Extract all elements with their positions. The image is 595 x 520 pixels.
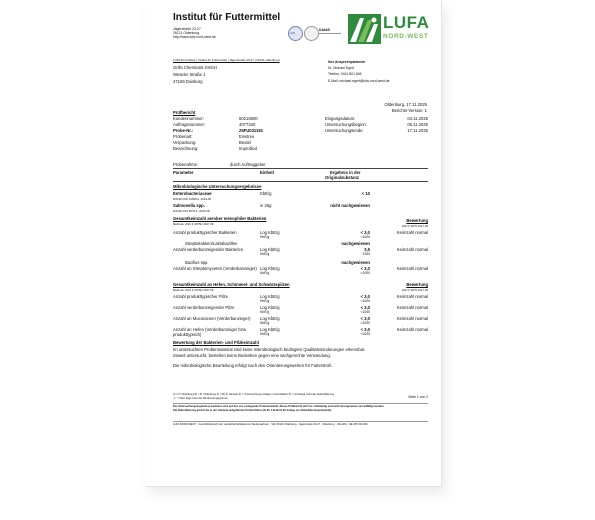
table-row-value: nachgewiesen bbox=[341, 260, 370, 265]
table-row-value: < 3,0 bbox=[360, 266, 370, 271]
salmonella-name: Salmonella spp. bbox=[173, 203, 205, 208]
address-line-3: http://www.lufa-nord-west.de bbox=[173, 35, 216, 39]
contact-phone: Telefon: 0441 801 846 bbox=[328, 72, 362, 76]
table-row-name: Anzahl an Streptomyceten (Verderbanzeiger) bbox=[173, 266, 257, 271]
table-row-unit-2: KbE/g bbox=[260, 321, 270, 325]
lufa-logo-text: LUFA bbox=[383, 13, 430, 32]
info-value: Einstreu bbox=[239, 134, 255, 139]
salmonella-method: DIN EN ISO 6579-1, 2020-08 bbox=[173, 209, 210, 213]
yeast-heading: Gesamtkeimzahl an Hefen, Schimmel- und Schwärzepilzen bbox=[173, 282, 290, 287]
table-row-value-2: <1000 bbox=[360, 271, 370, 275]
aerob-bew-method: ASU F 0075 2017-06 bbox=[401, 224, 428, 228]
info-value: 05.11.2025 bbox=[407, 122, 428, 127]
info-value: 04.11.2025 bbox=[407, 116, 428, 121]
table-row-bewertung: Keimzahl normal bbox=[396, 327, 428, 332]
final-text-1: Im untersuchten Probenmaterial sind keine mikrobiologisch bedingten Qualitätsminderungen erkennbar. bbox=[173, 347, 366, 352]
report-page bbox=[145, 0, 442, 487]
aerob-heading: Gesamtkeimzahl aerober mesophiler Bakterien bbox=[173, 216, 267, 221]
final-heading: Bewertung der Bakterien- und Pilzkeimzahl bbox=[173, 340, 259, 345]
table-row-value-2: <1000 bbox=[360, 321, 370, 325]
info-label: Eingangsdatum: bbox=[325, 116, 356, 121]
table-row-bewertung: Keimzahl normal bbox=[396, 247, 428, 252]
footer-bottom: LUFA NORD-WEST · Geschäftsbereich der Landwirtschaftskammer Niedersachsen · Sitz 26121 Oldenburg · Jägerstraße 23-27 · Oldenburg · USt-IdNr.: DE 245 610 284 bbox=[173, 423, 368, 426]
table-row-unit-2: KbE/g bbox=[260, 271, 270, 275]
yeast-bewertung: Bewertung bbox=[406, 282, 428, 287]
recipient-line-3: 47169 Duisburg bbox=[173, 79, 203, 84]
table-row-value: < 3,0 bbox=[360, 327, 370, 332]
table-row-value-2: <1000 bbox=[360, 235, 370, 239]
info-label: Kundennummer: bbox=[173, 116, 204, 121]
table-row-name: Anzahl produkttypischer Pilze bbox=[173, 294, 228, 299]
address-line-2: 26121 Oldenburg bbox=[173, 31, 200, 35]
table-row-name: Anzahl an Hefen (Verderbanzeiger bzw. produkttypisch) bbox=[173, 327, 247, 337]
yeast-method: Methode: ASU F 0075H 2017 06 bbox=[173, 288, 214, 292]
table-row-unit: Log KbE/g bbox=[260, 316, 280, 321]
footer-legend-2: „/-" = Wert liegt unter der Bestimmungsgrenze bbox=[173, 397, 228, 400]
table-row-name: Bacillus spp. bbox=[185, 260, 209, 265]
table-row-value: < 3,0 bbox=[360, 316, 370, 321]
aerob-method: Methode: ASU F 0075H 2017 06 bbox=[173, 222, 214, 226]
footer-note-1: Die Untersuchungsergebnisse beziehen sich auf das uns vorliegende Probenmaterial. Dieser Prüfbericht darf nur vollständig und nicht auszugsweise vervielfältigt werden. bbox=[173, 405, 385, 408]
contact-heading: Ihre Ansprechpartnerin bbox=[328, 60, 366, 64]
entero-method: DIN EN ISO 21528-2, 2019-05 bbox=[173, 197, 211, 201]
table-row-value-2: <1000 bbox=[360, 332, 370, 336]
table-row-value: 3,5 bbox=[364, 247, 370, 252]
sender-line: LUFA Nord-West | Institut für Futtermittel | Jägerstraße 23-27 | 26121 Oldenburg bbox=[173, 58, 280, 62]
accreditation-seal-icon: IAS bbox=[288, 26, 303, 41]
lufa-logo-icon bbox=[348, 14, 381, 44]
info-label: Untersuchungsbeginn: bbox=[325, 122, 367, 127]
salmonella-unit: in 25g bbox=[260, 203, 272, 208]
table-row-unit-2: KbE/g bbox=[260, 299, 270, 303]
table-row-unit-2: KbE/g bbox=[260, 310, 270, 314]
entero-value: < 10 bbox=[361, 191, 370, 196]
col-unit: Einheit bbox=[260, 170, 274, 175]
table-row-value-2: <1000 bbox=[360, 299, 370, 303]
table-row-value: < 3,0 bbox=[360, 305, 370, 310]
entero-name: Enterobacteriaceae bbox=[173, 191, 212, 196]
info-value: 50215600 bbox=[239, 116, 258, 121]
institute-title: Institut für Futtermittel bbox=[173, 12, 281, 23]
table-top-rule bbox=[173, 168, 428, 169]
info-label: Untersuchungsende: bbox=[325, 128, 364, 133]
final-text-2: Soweit untersucht, bestehen keine Bedenken gegen eine sachgerechte Verwendung. bbox=[173, 353, 331, 358]
table-row-unit: Log KbE/g bbox=[260, 294, 280, 299]
address-line-1: Jägerstraße 23-27 bbox=[173, 27, 201, 31]
recipient-line-1: Grillo Chemicals GmbH bbox=[173, 65, 217, 70]
info-value: 17.11.2025 bbox=[407, 128, 428, 133]
col-result: Ergebnis in der bbox=[330, 170, 361, 175]
col-result-2: Originalsubstanz bbox=[325, 175, 359, 180]
dakks-label: DAkkS bbox=[319, 28, 330, 32]
aerob-bewertung: Bewertung bbox=[406, 218, 428, 223]
info-value: Beutel bbox=[239, 140, 251, 145]
contact-name: Dr. Michael Egert bbox=[328, 66, 355, 70]
info-label: Verpackung: bbox=[173, 140, 197, 145]
contact-email: E-Mail: michael.egert@lufa-nord-west.de bbox=[328, 79, 390, 83]
info-value: 4077340 bbox=[239, 122, 256, 127]
footer-note-2: Die Akkreditierung gilt für die in der Urkunde aufgeführten Prüfverfahren (D-PL-14149-01-00 Anlage zur Akkreditierungsurkunde). bbox=[173, 409, 332, 412]
table-row-bewertung: Keimzahl normal bbox=[396, 305, 428, 310]
info-value: Improßed bbox=[239, 146, 257, 151]
col-parameter: Parameter bbox=[173, 170, 194, 175]
table-row-value-2: 3150 bbox=[362, 252, 370, 256]
table-row-unit: Log KbE/g bbox=[260, 230, 280, 235]
table-row-name: Anzahl verderbanzeigender Pilze bbox=[173, 305, 235, 310]
table-row-unit-2: KbE/g bbox=[260, 235, 270, 239]
table-row-bewertung: Keimzahl normal bbox=[396, 230, 428, 235]
table-row-name: Anzahl verderbanzeigender Bakterien bbox=[173, 247, 244, 252]
table-row-value: < 3,0 bbox=[360, 294, 370, 299]
table-row-bewertung: Keimzahl normal bbox=[396, 266, 428, 271]
table-row-unit: Log KbE/g bbox=[260, 305, 280, 310]
table-row-value: nachgewiesen bbox=[341, 241, 370, 246]
info-label: Bezeichnung: bbox=[173, 146, 199, 151]
salmonella-value: nicht nachgewiesen bbox=[330, 203, 370, 208]
lufa-logo-sub: NORD-WEST bbox=[383, 33, 429, 40]
table-row-value: < 3,0 bbox=[360, 230, 370, 235]
entero-unit: KbE/g bbox=[260, 191, 272, 196]
table-row-unit: Log KbE/g bbox=[260, 327, 280, 332]
page-number: Seite 1 von 2 bbox=[408, 395, 428, 399]
table-row-name: Streptokokken/Laktobazillen bbox=[185, 241, 238, 246]
info-label: Probe-Nr.: bbox=[173, 128, 194, 133]
table-row-unit-2: KbE/g bbox=[260, 332, 270, 336]
report-version: Berichts-Version: 1 bbox=[391, 108, 427, 113]
dakks-seal-icon bbox=[304, 26, 319, 41]
probenahme-label: Probenahme: bbox=[173, 162, 199, 167]
final-text-3: Die mikrobiologische Beurteilung erfolgt nach den Orientierungswerten für Futterstroh. bbox=[173, 363, 333, 368]
pruefbericht-title: Prüfbericht bbox=[173, 110, 196, 115]
table-row-unit-2: KbE/g bbox=[260, 252, 270, 256]
table-row-name: Anzahl an Mucoraceen (Verderbanzeiger) bbox=[173, 316, 251, 321]
table-row-bewertung: Keimzahl normal bbox=[396, 294, 428, 299]
info-label: Probenart: bbox=[173, 134, 193, 139]
table-row-unit: Log KbE/g bbox=[260, 247, 280, 252]
table-row-value-2: <1000 bbox=[360, 310, 370, 314]
yeast-bew-method: ASU F 0075 2017-06 bbox=[401, 288, 428, 292]
report-date: Oldenburg, 17.11.2025 bbox=[384, 102, 427, 107]
info-label: Auftragsnummer: bbox=[173, 122, 206, 127]
recipient-line-2: Weseler Straße 1 bbox=[173, 72, 206, 77]
info-value: 25FU031191 bbox=[239, 128, 263, 133]
table-row-name: Anzahl produkttypischer Bakterien bbox=[173, 230, 237, 235]
probenahme-value: durch Auftraggeber bbox=[230, 162, 266, 167]
table-row-unit: Log KbE/g bbox=[260, 266, 280, 271]
table-row-bewertung: Keimzahl normal bbox=[396, 316, 428, 321]
table-header-rule bbox=[173, 181, 428, 182]
micro-heading: Mikrobiologische Untersuchungsergebnisse bbox=[173, 184, 262, 189]
footer-legend: 4) = P. Oldenburg 8) = B. Oldenburg 4) = B) 4) Hameln 4) = Untersuchung erfolgte in Fremdlabor 5) = unterliegt nicht der Akkreditierung bbox=[173, 393, 335, 396]
